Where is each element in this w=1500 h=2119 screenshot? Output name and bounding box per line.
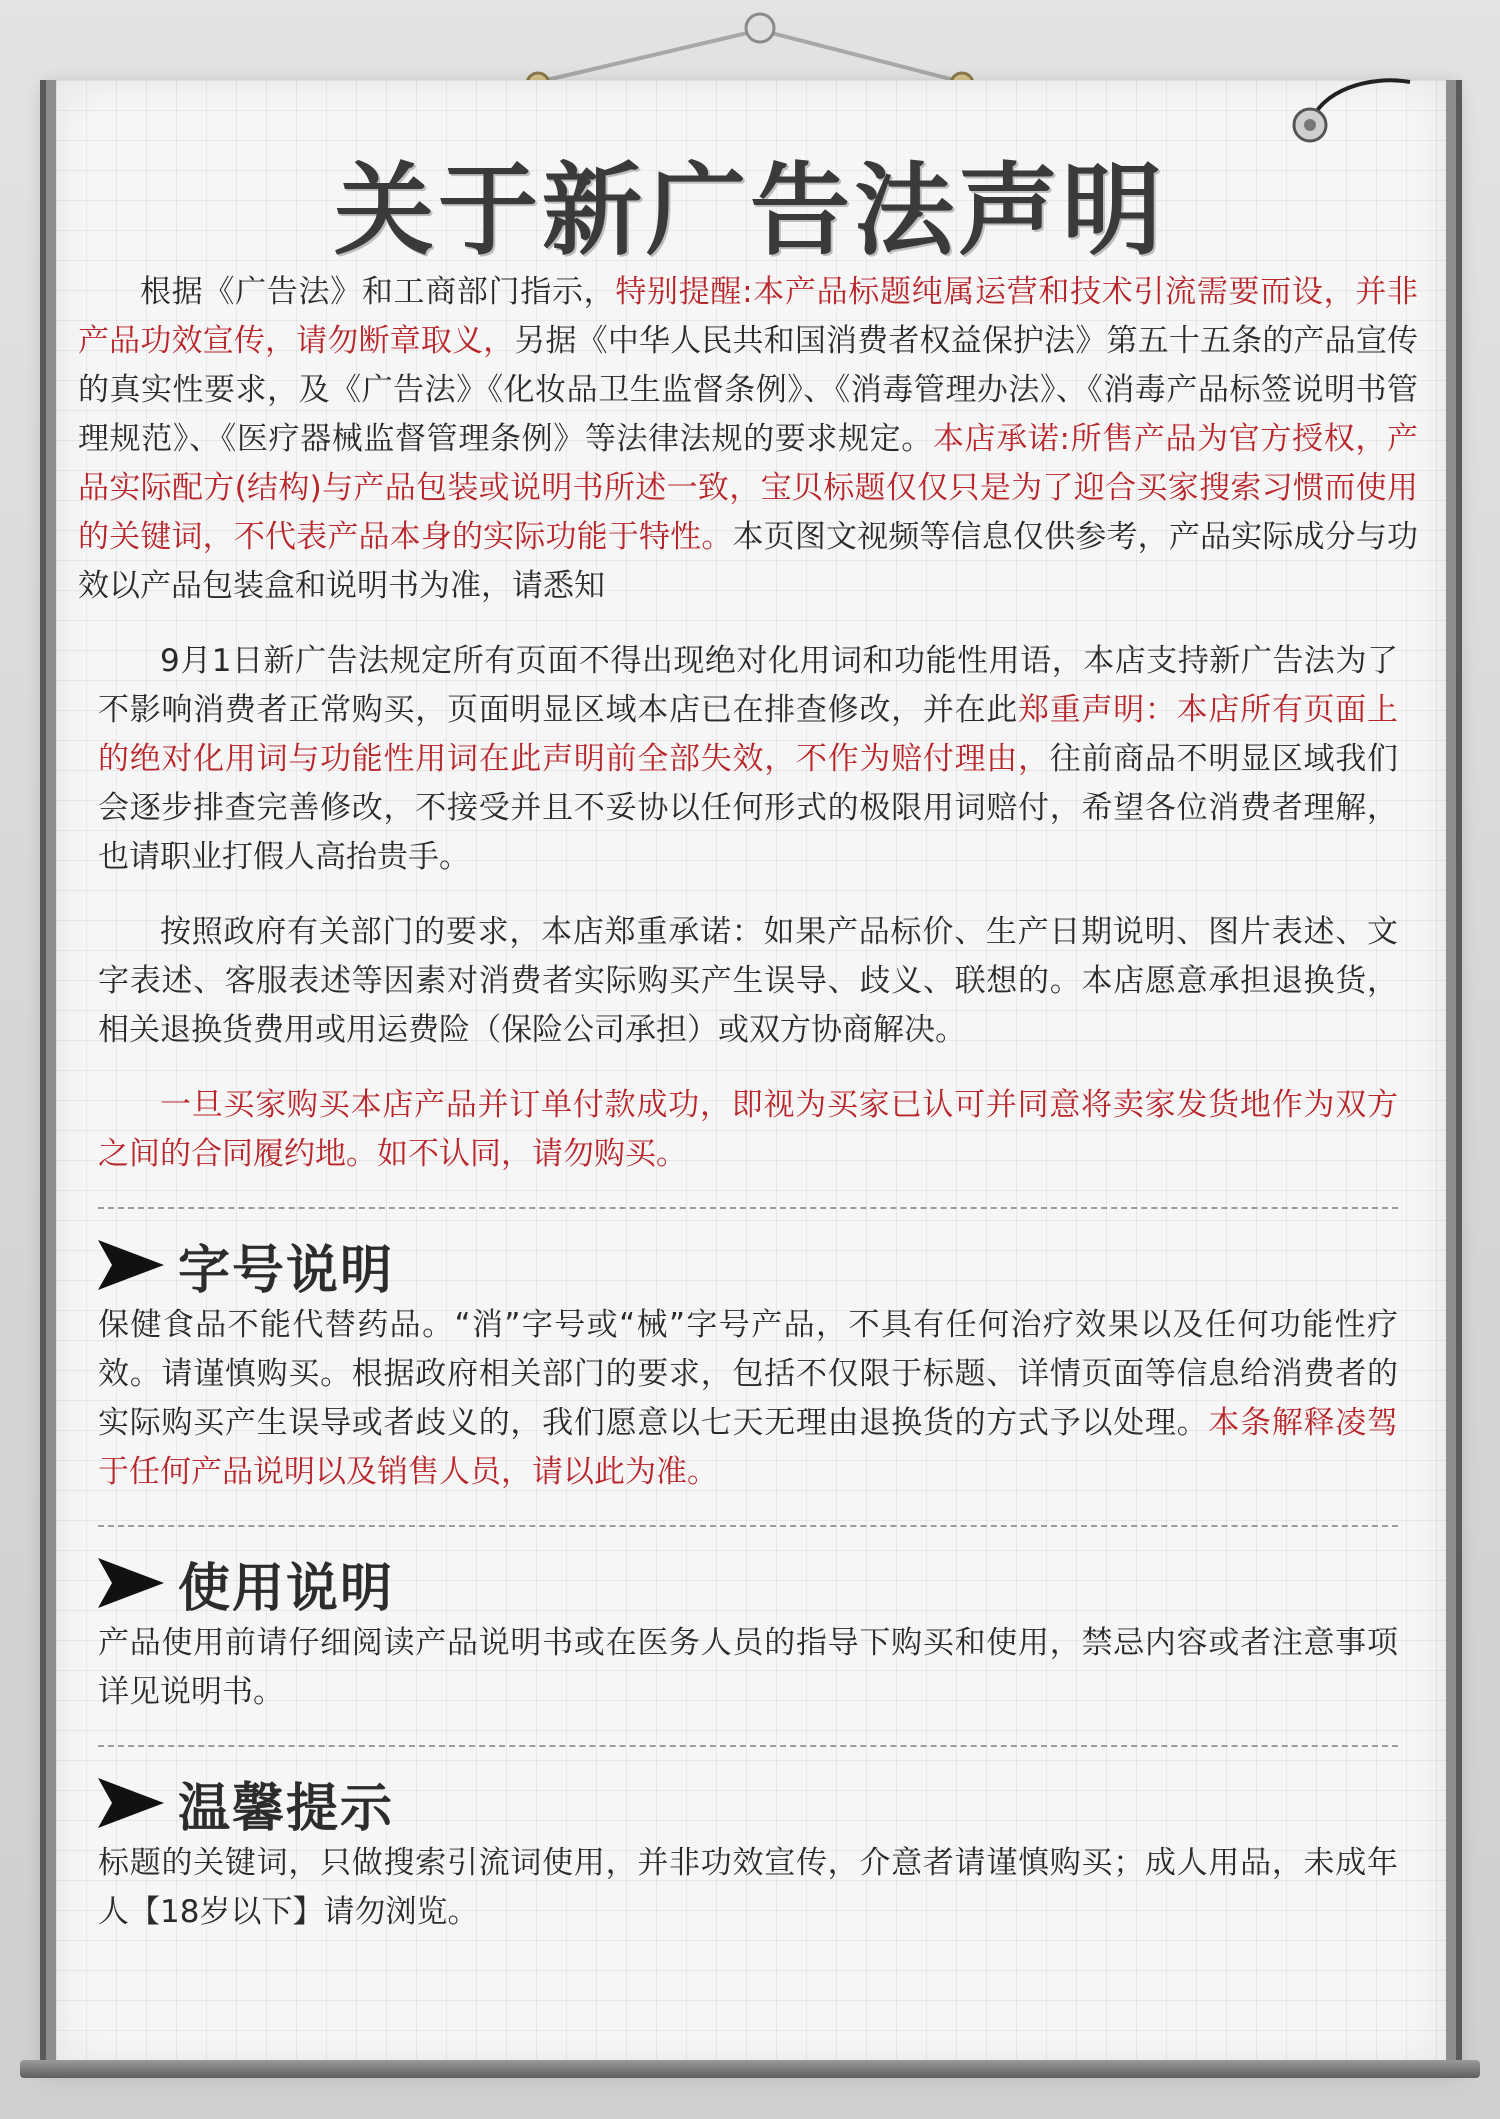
notice-content	[78, 268, 1418, 1937]
section-header-tips	[98, 1773, 1418, 1839]
section-text: 产品使用前请仔细阅读产品说明书或在医务人员的指导下购买和使用，禁忌内容或者注意事项详见说明书。	[98, 1625, 1398, 1710]
intro-warning: 特别提醒:本产品标题纯属运营和技术引流需要而设，并非产品功效宣传，请勿断章取义，	[78, 274, 1419, 359]
section-text: 标题的关键词，只做搜索引流词使用，并非功效宣传，介意者请谨慎购买；成人用品，未成年人【18岁以下】请勿浏览。	[98, 1845, 1398, 1930]
solemn-statement: 郑重声明：本店所有页面上的绝对化用词与功能性用词在此声明前全部失效，不作为赔付理由，	[98, 692, 1399, 777]
divider	[98, 1525, 1398, 1527]
section-body	[98, 1619, 1398, 1717]
section-title: 温馨提示	[178, 1778, 395, 1839]
section-title: 字号说明	[178, 1240, 395, 1301]
section-header-font-size	[98, 1235, 1418, 1301]
arrow-right-icon	[98, 1778, 164, 1828]
intro-promise: 本店承诺:所售产品为官方授权，产品实际配方(结构)与产品包装或说明书所述一致，宝贝标题仅仅只是为了迎合买家搜索习惯而使用的关键词，不代表产品本身的实际功能于特性。	[78, 421, 1418, 555]
intro-paragraph-2	[78, 637, 1418, 882]
intro-paragraph-4: 一旦买家购买本店产品并订单付款成功，即视为买家已认可并同意将卖家发货地作为双方之间的合同履约地。如不认同，请勿购买。	[98, 1087, 1398, 1172]
top-pin-icon	[746, 14, 774, 42]
page-title: 关于新广告法声明	[334, 152, 1166, 269]
intro-paragraph-3: 按照政府有关部门的要求，本店郑重承诺：如果产品标价、生产日期说明、图片表述、文字表述、客服表述等因素对消费者实际购买产生误导、歧义、联想的。本店愿意承担退换货，相关退换货费用或用运费险（保险公司承担）或双方协商解决。	[98, 914, 1398, 1048]
law-followup: 往前商品不明显区域我们会逐步排查完善修改，不接受并且不妥协以任何形式的极限用词赔付，希望各位消费者理解，也请职业打假人高抬贵手。	[98, 741, 1398, 875]
divider	[98, 1207, 1398, 1209]
spacer	[78, 882, 1418, 908]
spacer	[78, 611, 1418, 637]
law-text: 9月1日新广告法规定所有页面不得出现绝对化用词和功能性用语，本店支持新广告法为了不影响消费者正常购买，页面明显区域本店已在排查修改，并在此	[98, 643, 1398, 728]
arrow-right-icon	[98, 1558, 164, 1608]
section-body	[98, 1839, 1398, 1937]
section-title: 使用说明	[178, 1558, 395, 1619]
divider	[98, 1745, 1398, 1747]
arrow-right-icon	[98, 1240, 164, 1290]
intro-reference: 本页图文视频等信息仅供参考，产品实际成分与功效以产品包装盒和说明书为准，请悉知	[78, 519, 1418, 604]
intro-paragraph-1	[78, 268, 1418, 611]
intro-law-text: 另据《中华人民共和国消费者权益保护法》第五十五条的产品宣传的真实性要求，及《广告法》《化妆品卫生监督条例》、《消毒管理办法》、《消毒产品标签说明书管理规范》、《医疗器械监督管理条例》等法律法规的要求规定。	[78, 323, 1419, 457]
scroll-bottom-bar	[20, 2060, 1480, 2078]
intro-text: 根据《广告法》和工商部门指示，	[140, 274, 616, 310]
section-text: 保健食品不能代替药品。“消”字号或“械”字号产品，不具有任何治疗效果以及任何功能性疗效。请谨慎购买。根据政府相关部门的要求，包括不仅限于标题、详情页面等信息给消费者的实际购买产生误导或者歧义的，我们愿意以七天无理由退换货的方式予以处理。	[98, 1307, 1398, 1441]
section-highlight: 本条解释凌驾于任何产品说明以及销售人员，请以此为准。	[98, 1405, 1398, 1490]
section-header-usage	[98, 1553, 1418, 1619]
section-body	[98, 1301, 1398, 1497]
spacer	[78, 1055, 1418, 1081]
